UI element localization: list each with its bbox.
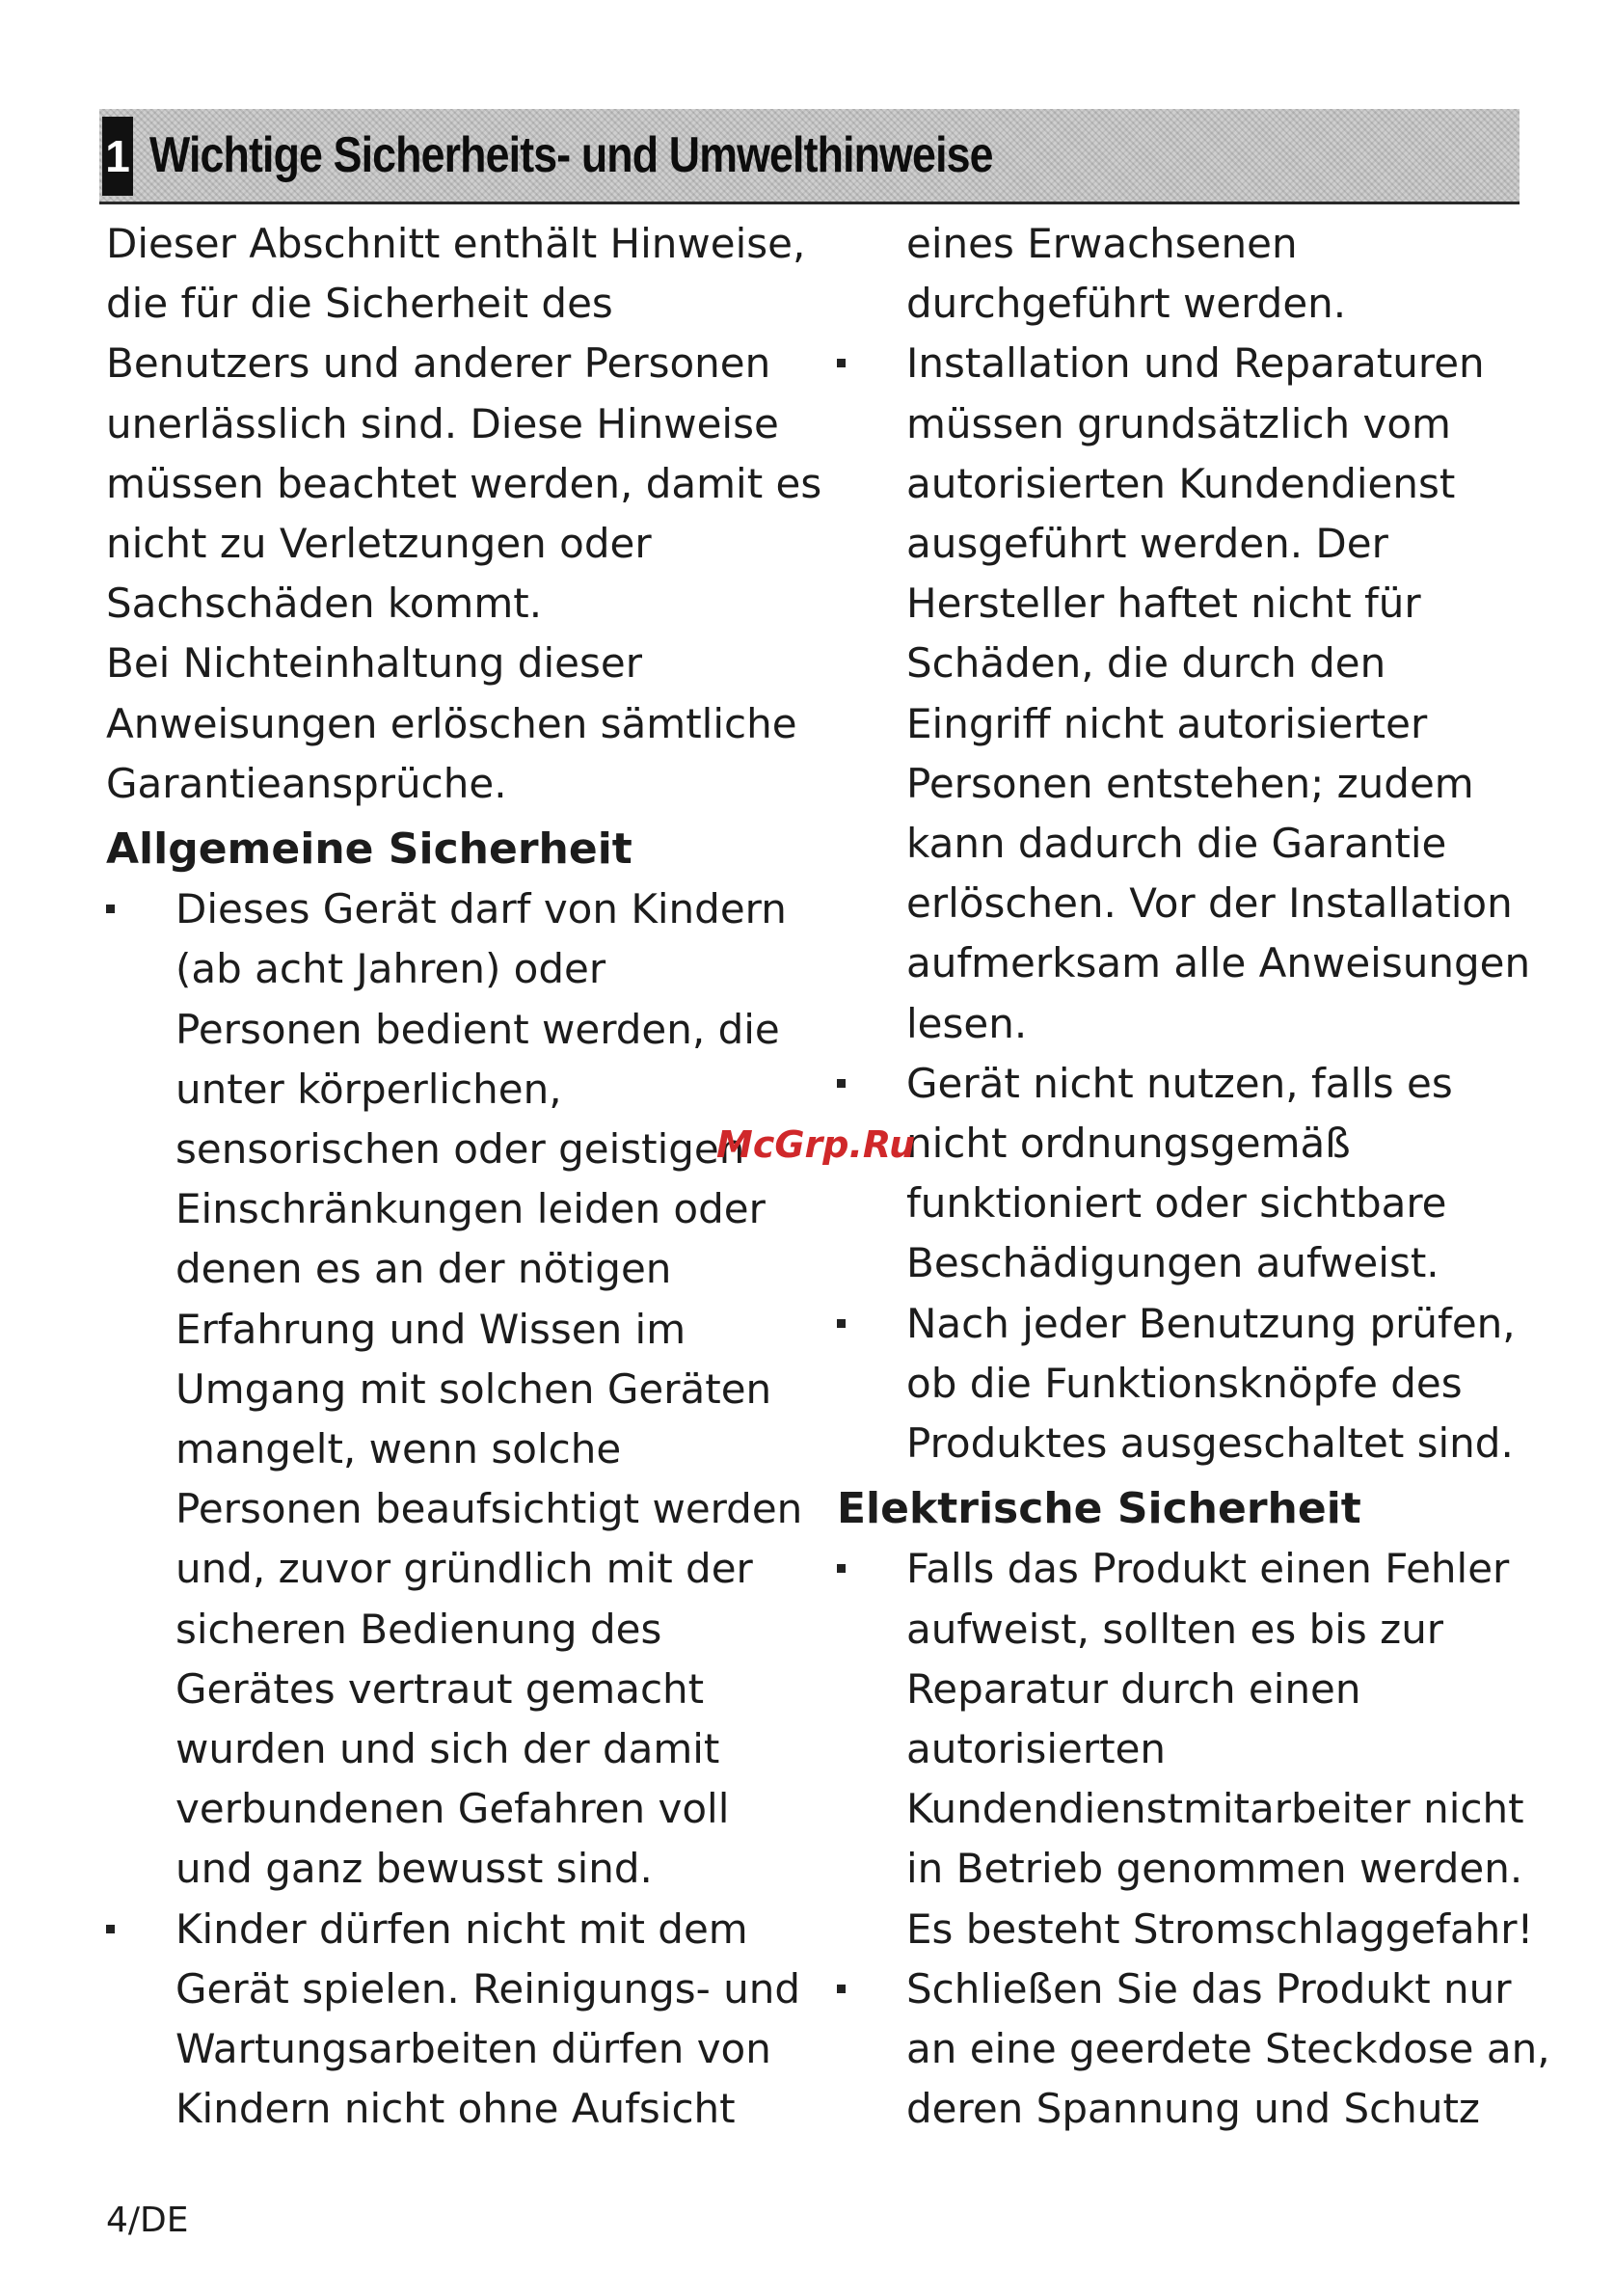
text-line: autorisierten Kundendienst (906, 459, 1456, 507)
text-line: Einschränkungen leiden oder (175, 1185, 766, 1233)
text-line: an eine geerdete Steckdose an, (906, 2025, 1550, 2073)
page-number: 4/DE (106, 2201, 189, 2240)
text-line: Gerätes vertraut gemacht (175, 1664, 705, 1713)
text-line: Eingriff nicht autorisierter (906, 699, 1428, 747)
text-line: Gerät nicht nutzen, falls es (906, 1059, 1453, 1107)
bullet-square-icon (837, 359, 846, 367)
text-line: Produktes ausgeschaltet sind. (906, 1419, 1514, 1468)
bullet-square-icon (837, 1985, 846, 1993)
text-line: Hersteller haftet nicht für (906, 580, 1421, 628)
text-line: aufweist, sollten es bis zur (906, 1605, 1444, 1653)
text-line: Bei Nichteinhaltung dieser (106, 639, 642, 688)
text-line: Gerät spielen. Reinigungs- und (175, 1964, 801, 2012)
text-line: mangelt, wenn solche (175, 1425, 622, 1473)
text-line: kann dadurch die Garantie (906, 820, 1447, 868)
text-line: Installation und Reparaturen (906, 339, 1485, 388)
text-line: Sachschäden kommt. (106, 580, 543, 628)
text-line: Reparatur durch einen (906, 1664, 1361, 1713)
text-line: und, zuvor gründlich mit der (175, 1545, 753, 1593)
text-line: Nach jeder Benutzung prüfen, (906, 1299, 1516, 1347)
bullet-item (106, 879, 803, 1899)
text-line: ausgeführt werden. Der (906, 520, 1388, 568)
text-line: Anweisungen erlöschen sämtliche (106, 699, 797, 747)
text-line: durchgeführt werden. (906, 280, 1347, 328)
text-line: Personen entstehen; zudem (906, 759, 1474, 807)
text-line: Dieses Gerät darf von Kindern (175, 885, 787, 933)
text-line: Garantieansprüche. (106, 759, 507, 807)
text-line: sensorischen oder geistigen (175, 1125, 745, 1174)
bullet-square-icon (106, 1925, 115, 1933)
right-column (837, 214, 1550, 2140)
text-line: nicht zu Verletzungen oder (106, 520, 652, 568)
bullet-item (837, 1054, 1531, 1294)
heading-electrical-safety: Elektrische Sicherheit (837, 1484, 1361, 1534)
bullet-square-icon (837, 1564, 846, 1573)
heading-general-safety: Allgemeine Sicherheit (106, 824, 632, 875)
text-line: nicht ordnungsgemäß (906, 1120, 1351, 1168)
intro-paragraph (106, 214, 822, 814)
text-line: Erfahrung und Wissen im (175, 1305, 686, 1353)
section-title: Wichtige Sicherheits- und Umwelthinweise (149, 127, 993, 183)
text-line: Es besteht Stromschlaggefahr! (906, 1904, 1534, 1953)
text-line: verbundenen Gefahren voll (175, 1785, 730, 1833)
text-line: Umgang mit solchen Geräten (175, 1364, 772, 1413)
text-line: lesen. (906, 999, 1028, 1047)
text-line: Beschädigungen aufweist. (906, 1239, 1439, 1287)
text-line: unerlässlich sind. Diese Hinweise (106, 399, 779, 447)
bullet-square-icon (837, 1079, 846, 1088)
bullet-item (837, 1539, 1534, 1958)
text-line: unter körperlichen, (175, 1065, 562, 1113)
watermark-text: McGrp.Ru (716, 1123, 916, 1166)
text-line: ob die Funktionsknöpfe des (906, 1359, 1463, 1407)
section-header (99, 109, 1520, 204)
continued-text (837, 214, 1531, 334)
text-line: deren Spannung und Schutz (906, 2085, 1480, 2133)
text-line: Schäden, die durch den (906, 639, 1386, 688)
text-line: Dieser Abschnitt enthält Hinweise, (106, 220, 806, 267)
text-line: müssen beachtet werden, damit es (106, 459, 822, 507)
text-line: Benutzers und anderer Personen (106, 339, 771, 388)
text-line: funktioniert oder sichtbare (906, 1179, 1447, 1228)
bullet-square-icon (837, 1319, 846, 1328)
text-line: eines Erwachsenen (906, 220, 1298, 267)
text-line: Schließen Sie das Produkt nur (906, 1964, 1512, 2012)
text-line: wurden und sich der damit (175, 1725, 720, 1773)
text-line: in Betrieb genommen werden. (906, 1845, 1523, 1893)
text-line: (ab acht Jahren) oder (175, 945, 606, 993)
text-line: autorisierten (906, 1725, 1167, 1773)
text-line: Wartungsarbeiten dürfen von (175, 2025, 771, 2073)
bullet-square-icon (106, 905, 115, 913)
text-line: müssen grundsätzlich vom (906, 399, 1451, 447)
text-line: Kinder dürfen nicht mit dem (175, 1904, 748, 1953)
bullet-item (106, 1900, 801, 2140)
bullet-item (837, 334, 1531, 1053)
bullet-item (837, 1959, 1550, 2140)
text-line: Kundendienstmitarbeiter nicht (906, 1785, 1524, 1833)
bullet-item (837, 1294, 1531, 1474)
text-line: Personen bedient werden, die (175, 1005, 780, 1053)
text-line: erlöschen. Vor der Installation (906, 879, 1513, 928)
chapter-number: 1 (102, 117, 133, 196)
text-line: sicheren Bedienung des (175, 1605, 662, 1653)
text-line: aufmerksam alle Anweisungen (906, 939, 1531, 987)
text-line: und ganz bewusst sind. (175, 1845, 653, 1893)
text-line: Personen beaufsichtigt werden (175, 1485, 803, 1533)
text-line: Kindern nicht ohne Aufsicht (175, 2085, 736, 2133)
text-line: die für die Sicherheit des (106, 280, 613, 328)
text-line: Falls das Produkt einen Fehler (906, 1545, 1510, 1593)
text-line: denen es an der nötigen (175, 1245, 672, 1293)
